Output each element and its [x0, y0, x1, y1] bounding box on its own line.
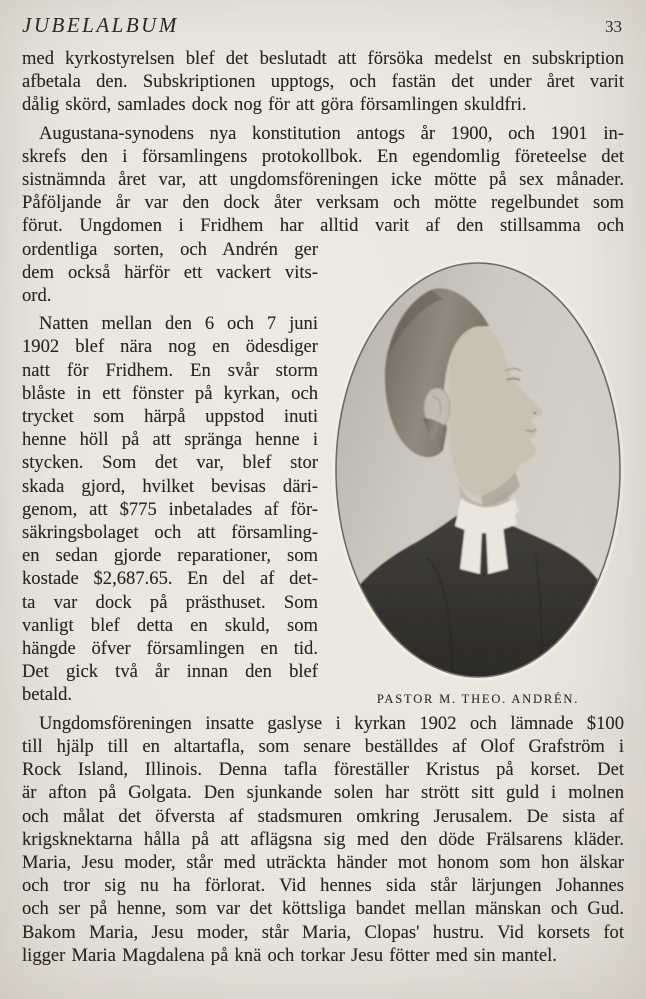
text-line: är afton på Golgata. Den sjunkande solen har strött sitt guld i molnen — [22, 782, 624, 804]
page-number: 33 — [605, 17, 622, 36]
running-title: JUBELALBUM — [22, 13, 179, 37]
text-line: hängde öfver församlingen en tid. — [22, 638, 318, 660]
paragraph-altar-painting — [22, 712, 624, 967]
text-line: ta var dock på prästhuset. Som — [22, 591, 318, 613]
text-line: med kyrkostyrelsen blef det beslutadt att försöka medelst en subskription — [22, 48, 624, 69]
text-line: betald. — [22, 684, 73, 706]
text-line: en sedan gjorde reparationer, som — [22, 545, 318, 567]
text-line: skrefs den i församlingens protokollbok. En egendomlig företeelse det — [22, 145, 624, 167]
text-line: ligger Maria Magdalena på knä och torkar Jesu fötter med sin mantel. — [22, 944, 557, 966]
text-line: henne höll på att spränga henne i — [22, 429, 318, 451]
text-line: sistnämnda året var, att ungdomsföreningen icke mötte på sex månader. — [22, 169, 624, 191]
text-line: Ungdomsföreningen insatte gaslyse i kyrkan 1902 och lämnade $100 — [39, 712, 624, 734]
text-line: stycken. Som det var, blef stor — [22, 452, 318, 474]
text-line: trycket som härpå uppstod inuti — [22, 406, 318, 428]
text-line: förut. Ungdomen i Fridhem har alltid varit af den stillsamma och — [22, 215, 624, 237]
text-line: dålig skörd, samlades dock nog för att göra församlingen skuldfri. — [22, 94, 527, 116]
text-line: ordentliga sorten, och Andrén ger — [22, 238, 318, 260]
page-header — [22, 13, 622, 38]
text-line: natt för Fridhem. En svår storm — [22, 359, 318, 381]
text-line: Bakom Maria, Jesu moder, står Maria, Clopas' hustru. Vid korsets fot — [22, 921, 624, 943]
text-line: kostade $2,687.65. En del af det- — [22, 568, 318, 590]
text-line: till hjälp till en altartafla, som senare beställdes af Olof Grafström i — [22, 735, 624, 757]
text-line: ord. — [22, 285, 52, 307]
portrait-figure — [331, 258, 625, 707]
text-line: Påföljande år var den dock åter verksam och mötte regelbundet som — [22, 192, 624, 214]
text-line: dem också härför ett vackert vits- — [22, 261, 318, 283]
text-line: Det gick två år innan den blef — [22, 661, 318, 683]
text-line: säkringsbolaget och att församling- — [22, 522, 318, 544]
text-line: och tror sig nu ha förlorat. Vid hennes sida står lärjungen Johannes — [22, 875, 624, 897]
text-line: Maria, Jesu moder, står med uträckta händer mot honom som hon älskar — [22, 851, 624, 873]
text-line: krigsknektarna hålla på att aflägsna sig med den döde Frälsarens kläder. — [22, 828, 624, 850]
text-line: afbetala den. Subskriptionen upptogs, och fastän det under året varit — [22, 71, 624, 93]
paragraph-constitution — [22, 122, 624, 238]
text-line: vanligt blef detta en skuld, som — [22, 614, 318, 636]
portrait-photo — [331, 258, 625, 682]
text-line: Natten mellan den 6 och 7 juni — [39, 313, 318, 335]
text-line: blåste in ett fönster på kyrkan, och — [22, 382, 318, 404]
text-line: skada gjord, hvilket bevisas däri- — [22, 475, 318, 497]
text-line: och ser på henne, som var det köttsliga bandet mellan mänskan och Gud. — [22, 898, 624, 920]
text-line: Augustana-synodens nya konstitution antogs år 1900, och 1901 in- — [39, 122, 624, 144]
text-line: Rock Island, Illinois. Denna tafla föreställer Kristus på korset. Det — [22, 759, 624, 781]
portrait-caption: PASTOR M. THEO. ANDRÉN. — [376, 692, 580, 706]
text-line: genom, att $775 inbetalades af för- — [22, 498, 318, 520]
text-line: och målat det öfversta af stadsmuren omkring Jerusalem. De sista af — [22, 805, 624, 827]
paragraph-debt-subscription — [22, 47, 624, 117]
text-line: 1902 blef nära nog en ödesdiger — [22, 336, 318, 358]
